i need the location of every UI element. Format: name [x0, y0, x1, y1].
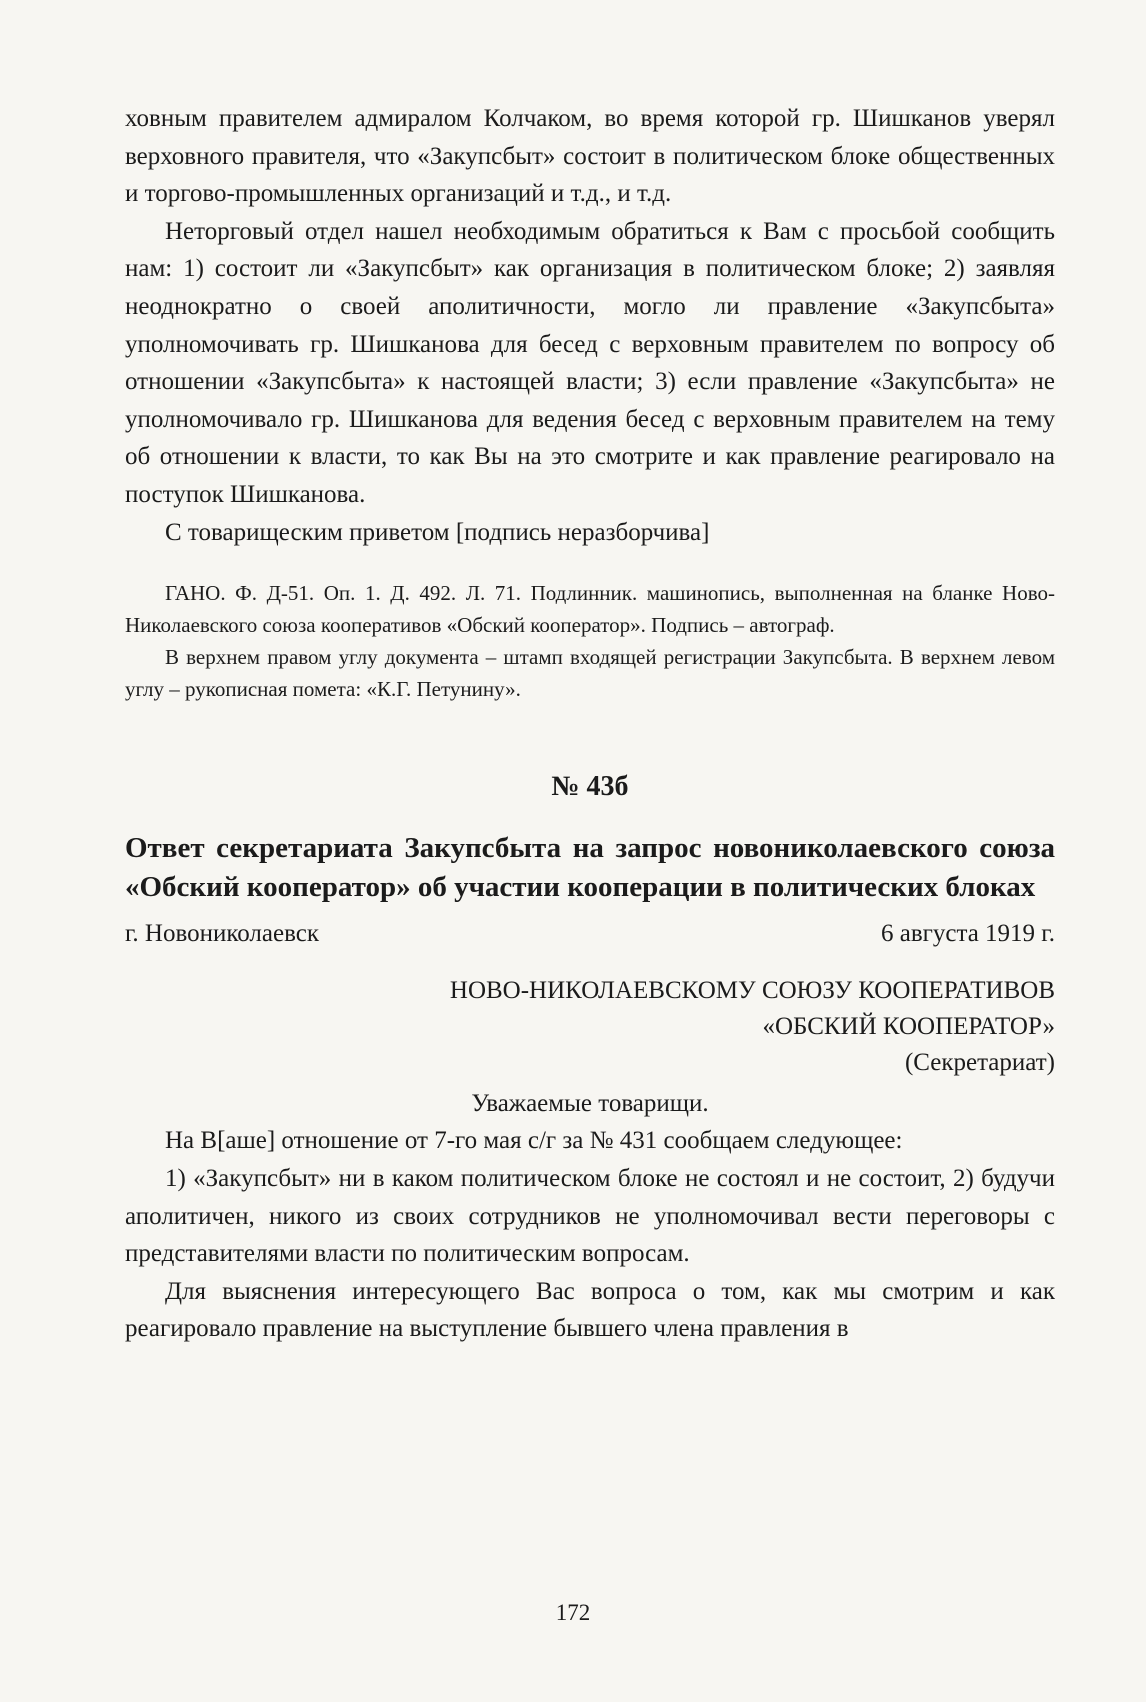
salutation: Уважаемые товарищи.: [471, 1089, 709, 1117]
place-date-row: [125, 915, 1055, 953]
letter-paragraph-2: 1) «Закупсбыт» ни в каком политическом блоке не состоял и не состоит, 2) будучи аполитичен, никого из своих сотрудников не уполномочивал вести переговоры с представителями власти по политическим вопросам.: [125, 1164, 1055, 1268]
letter-paragraph-1: На В[аше] отношение от 7-го мая с/г за № 431 сообщаем следующее:: [165, 1127, 903, 1155]
archive-note: ГАНО. Ф. Д-51. Оп. 1. Д. 492. Л. 71. Подлинник. машинопись, выполненная на бланке Ново-Николаевского союза кооперативов «Обский кооператор». Подпись – автограф.: [125, 581, 1055, 638]
addressee-line-1: НОВО-НИКОЛАЕВСКОМУ СОЮЗУ КООПЕРАТИВОВ: [449, 976, 1055, 1004]
letter-paragraph-3: Для выяснения интересующего Вас вопроса о том, как мы смотрим и как реагировало правление на выступление бывшего члена правления в: [125, 1277, 1055, 1343]
request-paragraph: Неторговый отдел нашел необходимым обратиться к Вам с просьбой сообщить нам: 1) состоит ли «Закупсбыт» как организация в политическом блоке; 2) заявляя неоднократно о своей аполитичности, могло ли правление «Закупсбыта» уполномочивать гр. Шишканова для бесед с верховным правителем по вопросу об отношении «Закупсбыта» к настоящей власти; 3) если правление «Закупсбыта» не уполномочивало гр. Шишканова для ведения бесед с верховным правителем на тему об отношении к власти, то как Вы на это смотрите и как правление реагировало на поступок Шишканова.: [125, 217, 1055, 508]
document-title: Ответ секретариата Закупсбыта на запрос новониколаевского союза «Обский кооператор» об участии кооперации в политических блоках: [125, 832, 1055, 904]
addressee-block: [125, 973, 1055, 1081]
document-number: № 43б: [551, 771, 629, 803]
addressee-line-3: (Секретариат): [904, 1048, 1055, 1076]
top-paragraph: ховным правителем адмиралом Колчаком, во время которой гр. Шишканов уверял верховного правителя, что «Закупсбыт» состоит в политическом блоке общественных и торгово-промышленных организаций и т.д., и т.д.: [125, 105, 1055, 208]
closing-signature: С товарищеским приветом [подпись неразборчива]: [165, 518, 710, 546]
archive-note-2: В верхнем правом углу документа – штамп входящей регистрации Закупсбыта. В верхнем левом углу – рукописная помета: «К.Г. Петунину».: [125, 645, 1055, 702]
page-number: 172: [555, 1600, 591, 1625]
page-content: [125, 100, 1055, 1348]
document-place: г. Новониколаевск: [125, 920, 319, 948]
addressee-line-2: «ОБСКИЙ КООПЕРАТОР»: [762, 1012, 1055, 1040]
document-date: 6 августа 1919 г.: [880, 920, 1055, 948]
